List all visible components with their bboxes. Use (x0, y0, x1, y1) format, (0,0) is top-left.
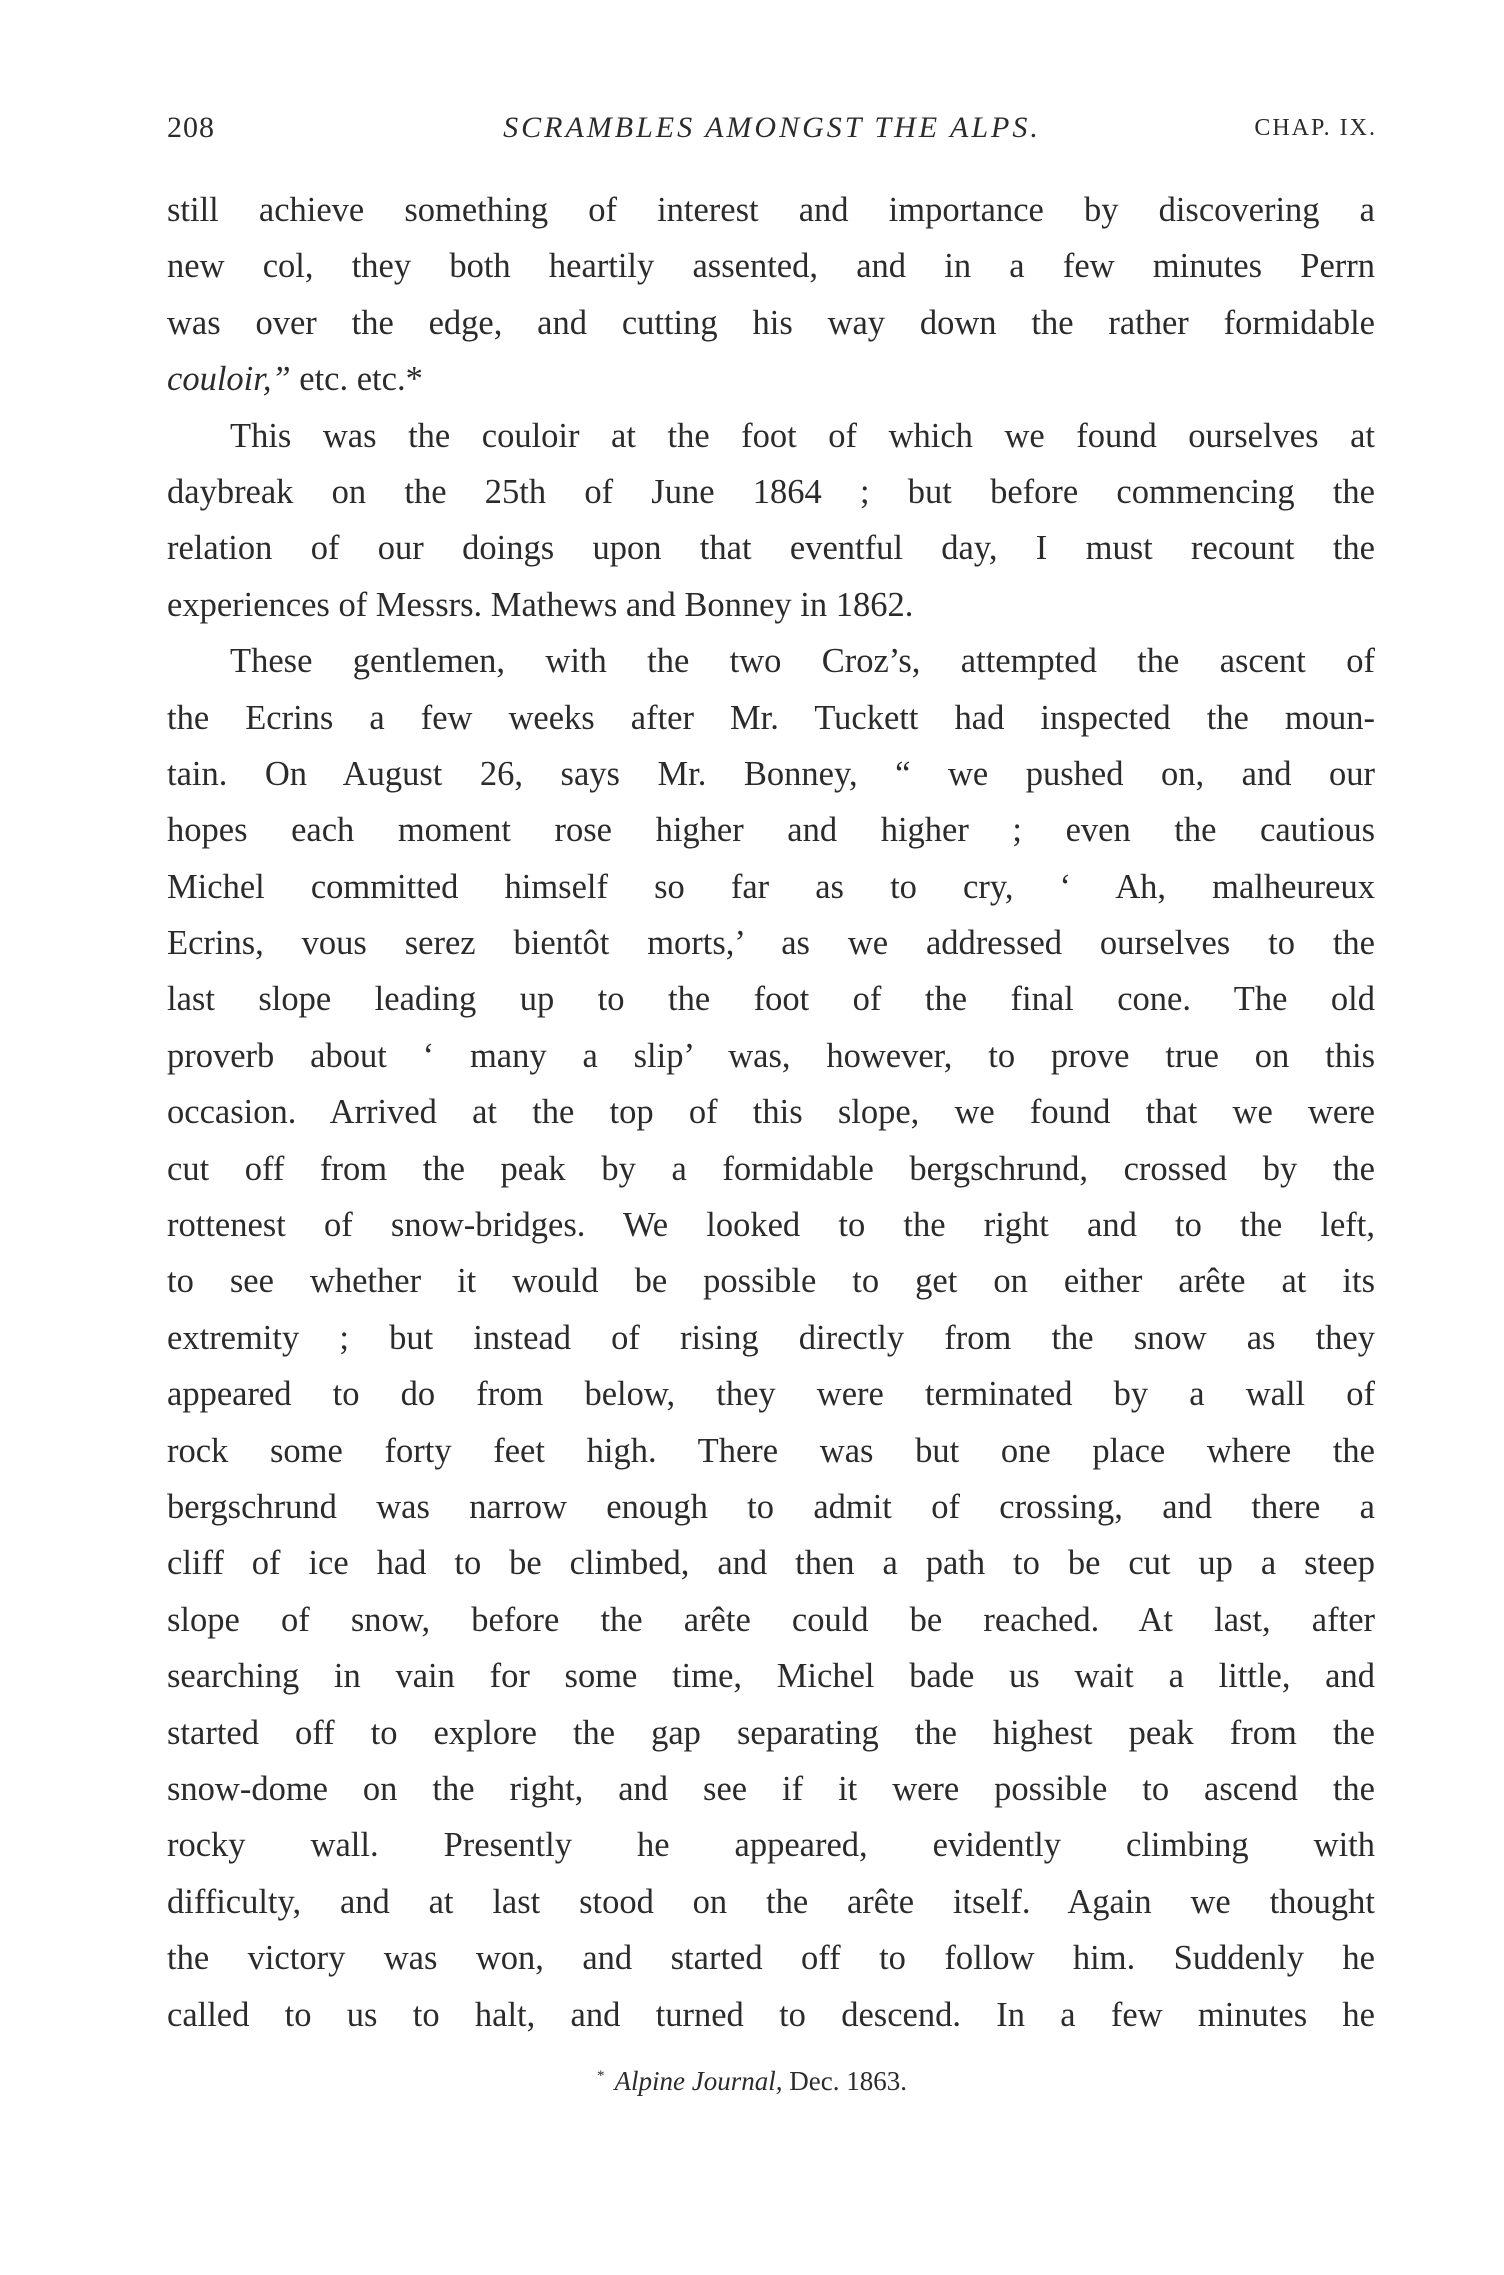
text-line: the Ecrins a few weeks after Mr. Tuckett had inspected the moun- (167, 698, 1375, 737)
text-line: started off to explore the gap separating the highest peak from the (167, 1713, 1375, 1752)
paragraph-start-line: This was the couloir at the foot of which we found ourselves at (230, 416, 1375, 455)
footnote-date: Dec. 1863. (789, 2066, 907, 2096)
book-title: SCRAMBLES AMONGST THE ALPS. (503, 111, 1041, 144)
body-text (167, 182, 1375, 2043)
text-line: appeared to do from below, they were terminated by a wall of (167, 1375, 1375, 1414)
text-line: cliff of ice had to be climbed, and then a path to be cut up a steep (167, 1544, 1375, 1583)
text-line: tain. On August 26, says Mr. Bonney, “ we pushed on, and our (167, 754, 1375, 793)
running-head (167, 108, 1377, 148)
text-line: Michel committed himself so far as to cry, ‘ Ah, malheureux (167, 867, 1375, 906)
italic-word: couloir,” (167, 360, 291, 399)
text-line: hopes each moment rose higher and higher ; even the cautious (167, 811, 1375, 850)
text-line: relation of our doings upon that eventful day, I must recount the (167, 529, 1375, 568)
text-line: Ecrins, vous serez bientôt morts,’ as we addressed ourselves to the (167, 924, 1375, 963)
text-line: new col, they both heartily assented, and in a few minutes Perrn (167, 247, 1375, 286)
text-line: cut off from the peak by a formidable bergschrund, crossed by the (167, 1149, 1375, 1188)
text-line: extremity ; but instead of rising directly from the snow as they (167, 1318, 1375, 1357)
footnote (0, 2058, 1504, 2099)
footnote-marker: * (597, 2068, 605, 2084)
text-line: called to us to halt, and turned to descend. In a few minutes he (167, 1995, 1375, 2034)
text-line: rocky wall. Presently he appeared, evidently climbing with (167, 1826, 1375, 1865)
text-line: snow-dome on the right, and see if it were possible to ascend the (167, 1769, 1375, 1808)
text-line: the victory was won, and started off to follow him. Suddenly he (167, 1939, 1375, 1978)
text-line: experiences of Messrs. Mathews and Bonney in 1862. (167, 585, 914, 624)
text-line: was over the edge, and cutting his way down the rather formidable (167, 303, 1375, 342)
text-line (167, 351, 1375, 407)
text-line: occasion. Arrived at the top of this slope, we found that we were (167, 1093, 1375, 1132)
text-line: to see whether it would be possible to get on either arête at its (167, 1262, 1375, 1301)
text-line: rottenest of snow-bridges. We looked to the right and to the left, (167, 1206, 1375, 1245)
text-line: rock some forty feet high. There was but one place where the (167, 1431, 1375, 1470)
text-line: daybreak on the 25th of June 1864 ; but before commencing the (167, 472, 1375, 511)
footnote-journal: Alpine Journal, (614, 2066, 783, 2096)
text-line: last slope leading up to the foot of the final cone. The old (167, 980, 1375, 1019)
text-line: bergschrund was narrow enough to admit of crossing, and there a (167, 1487, 1375, 1526)
paragraph-start-line: These gentlemen, with the two Croz’s, attempted the ascent of (230, 642, 1375, 681)
text-line: still achieve something of interest and importance by discovering a (167, 191, 1375, 229)
text-line-rest: etc. etc.* (299, 360, 423, 399)
chapter-label: CHAP. IX. (1254, 115, 1377, 141)
text-line: difficulty, and at last stood on the arête itself. Again we thought (167, 1882, 1375, 1921)
text-line: slope of snow, before the arête could be reached. At last, after (167, 1600, 1375, 1639)
text-line: proverb about ‘ many a slip’ was, however, to prove true on this (167, 1036, 1375, 1075)
page-number: 208 (167, 111, 215, 144)
text-line: searching in vain for some time, Michel bade us wait a little, and (167, 1657, 1375, 1696)
